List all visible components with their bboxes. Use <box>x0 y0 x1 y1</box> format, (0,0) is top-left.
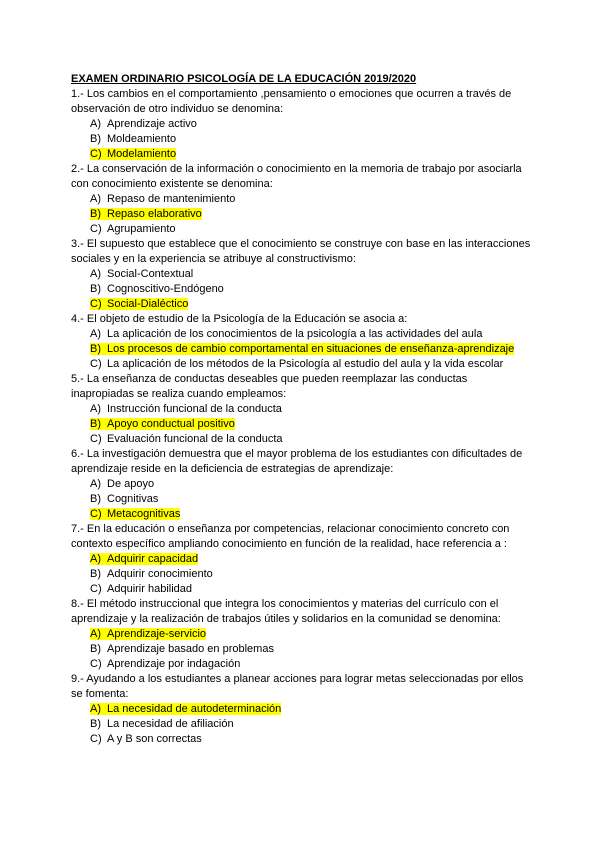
option-a <box>71 477 531 492</box>
option-letter: A) <box>90 118 101 130</box>
options-list <box>71 552 531 597</box>
question-text: 4.- El objeto de estudio de la Psicología de la Educación se asocia a: <box>71 313 408 325</box>
option-b <box>71 567 531 582</box>
option-text: Social-Dialéctico <box>107 298 189 310</box>
option-text: Adquirir capacidad <box>107 553 199 565</box>
option-b-correct <box>71 207 531 222</box>
option-letter: B) <box>90 418 101 430</box>
question-block <box>71 447 531 522</box>
option-b-correct <box>71 342 531 357</box>
option-c <box>71 657 531 672</box>
options-list <box>71 192 531 237</box>
question-block <box>71 237 531 312</box>
option-letter: B) <box>90 133 101 145</box>
option-c-correct <box>71 297 531 312</box>
options-list <box>71 402 531 447</box>
option-a <box>71 192 531 207</box>
option-letter: B) <box>90 568 101 580</box>
option-letter: A) <box>90 703 101 715</box>
options-list <box>71 327 531 372</box>
option-text: Modelamiento <box>107 148 177 160</box>
options-list <box>71 627 531 672</box>
option-text: Evaluación funcional de la conducta <box>107 433 283 445</box>
exam-title: EXAMEN ORDINARIO PSICOLOGÍA DE LA EDUCACIÓN 2019/2020 <box>71 73 417 85</box>
option-letter: C) <box>90 733 102 745</box>
option-letter: B) <box>90 343 101 355</box>
option-letter: A) <box>90 628 101 640</box>
option-letter: A) <box>90 553 101 565</box>
option-text: Apoyo conductual positivo <box>107 418 235 430</box>
option-text: Repaso de mantenimiento <box>107 193 236 205</box>
question-text: 5.- La enseñanza de conductas deseables que pueden reemplazar las conductas inapropiadas se realiza cuando empleamos: <box>71 373 468 400</box>
option-letter: C) <box>90 223 102 235</box>
option-letter: B) <box>90 643 101 655</box>
option-b <box>71 492 531 507</box>
option-text: Aprendizaje activo <box>107 118 197 130</box>
option-letter: C) <box>90 433 102 445</box>
question-text: 9.- Ayudando a los estudiantes a planear acciones para lograr metas seleccionadas por ellos se fomenta: <box>71 673 524 700</box>
option-text: Cognoscitivo-Endógeno <box>107 283 224 295</box>
option-text: Aprendizaje-servicio <box>107 628 207 640</box>
option-letter: C) <box>90 508 102 520</box>
option-a <box>71 402 531 417</box>
question-block <box>71 522 531 597</box>
option-a <box>71 327 531 342</box>
option-text: Cognitivas <box>107 493 159 505</box>
option-letter: C) <box>90 148 102 160</box>
option-a-correct <box>71 702 531 717</box>
question-text: 3.- El supuesto que establece que el conocimiento se construye con base en las interacciones sociales y en la experiencia se atribuye al constructivismo: <box>71 238 531 265</box>
option-text: La necesidad de afiliación <box>107 718 234 730</box>
option-letter: C) <box>90 358 102 370</box>
option-letter: B) <box>90 283 101 295</box>
option-text: La aplicación de los métodos de la Psicología al estudio del aula y la vida escolar <box>107 358 504 370</box>
option-b <box>71 132 531 147</box>
option-text: A y B son correctas <box>107 733 202 745</box>
question-text: 7.- En la educación o enseñanza por competencias, relacionar conocimiento concreto con contexto específico ampliando conocimiento en función de la realidad, hace referencia a : <box>71 523 510 550</box>
option-a <box>71 267 531 282</box>
question-block <box>71 372 531 447</box>
question-block <box>71 87 531 162</box>
question-block <box>71 672 531 747</box>
option-b <box>71 642 531 657</box>
option-c-correct <box>71 147 531 162</box>
option-text: Los procesos de cambio comportamental en situaciones de enseñanza-aprendizaje <box>107 343 515 355</box>
option-text: Agrupamiento <box>107 223 176 235</box>
option-text: Aprendizaje por indagación <box>107 658 241 670</box>
option-a <box>71 117 531 132</box>
option-text: Adquirir conocimiento <box>107 568 213 580</box>
option-c <box>71 357 531 372</box>
option-letter: C) <box>90 583 102 595</box>
options-list <box>71 477 531 522</box>
question-text: 6.- La investigación demuestra que el mayor problema de los estudiantes con dificultades de aprendizaje reside en la deficiencia de estrategias de aprendizaje: <box>71 448 523 475</box>
option-c <box>71 222 531 237</box>
option-b <box>71 282 531 297</box>
question-text: 2.- La conservación de la información o conocimiento en la memoria de trabajo por asociarla con conocimiento existente se denomina: <box>71 163 522 190</box>
option-b-correct <box>71 417 531 432</box>
option-text: La aplicación de los conocimientos de la psicología a las actividades del aula <box>107 328 483 340</box>
question-text: 1.- Los cambios en el comportamiento ,pensamiento o emociones que ocurren a través de observación de otro individuo se denomina: <box>71 88 512 115</box>
option-letter: A) <box>90 478 101 490</box>
option-text: Adquirir habilidad <box>107 583 192 595</box>
option-text: La necesidad de autodeterminación <box>107 703 282 715</box>
question-block <box>71 597 531 672</box>
option-letter: A) <box>90 193 101 205</box>
option-a-correct <box>71 627 531 642</box>
question-text: 8.- El método instruccional que integra los conocimientos y materias del currículo con el aprendizaje y la realización de trabajos útiles y solidarios en la comunidad se denomina: <box>71 598 501 625</box>
option-text: Moldeamiento <box>107 133 177 145</box>
option-text: Repaso elaborativo <box>107 208 202 220</box>
option-c <box>71 582 531 597</box>
option-letter: B) <box>90 493 101 505</box>
option-letter: B) <box>90 718 101 730</box>
option-text: De apoyo <box>107 478 155 490</box>
exam-document <box>71 72 531 747</box>
option-letter: C) <box>90 658 102 670</box>
option-letter: A) <box>90 403 101 415</box>
option-text: Metacognitivas <box>107 508 181 520</box>
options-list <box>71 267 531 312</box>
option-letter: C) <box>90 298 102 310</box>
option-letter: B) <box>90 208 101 220</box>
options-list <box>71 702 531 747</box>
option-c <box>71 732 531 747</box>
option-text: Aprendizaje basado en problemas <box>107 643 274 655</box>
option-text: Social-Contextual <box>107 268 194 280</box>
option-b <box>71 717 531 732</box>
option-text: Instrucción funcional de la conducta <box>107 403 282 415</box>
option-letter: A) <box>90 328 101 340</box>
option-letter: A) <box>90 268 101 280</box>
options-list <box>71 117 531 162</box>
option-c <box>71 432 531 447</box>
question-block <box>71 162 531 237</box>
option-a-correct <box>71 552 531 567</box>
option-c-correct <box>71 507 531 522</box>
question-block <box>71 312 531 372</box>
